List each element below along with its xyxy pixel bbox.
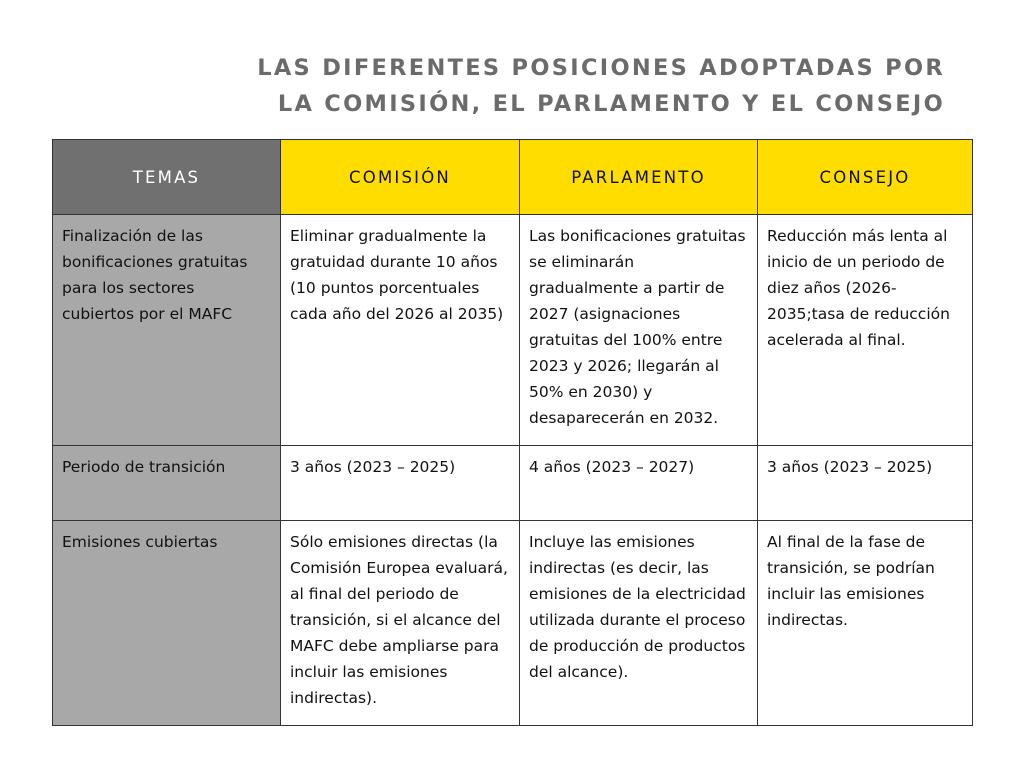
cell-parlamento: Incluye las emisiones indirectas (es decir, las emisiones de la electricidad utilizada durante el proceso de producción de productos del alcance). [520,521,758,726]
header-comision: COMISIÓN [281,140,520,215]
cell-tema: Finalización de las bonificaciones gratuitas para los sectores cubiertos por el MAFC [53,215,281,446]
cell-parlamento: Las bonificaciones gratuitas se eliminarán gradualmente a partir de 2027 (asignaciones gratuitas del 100% entre 2023 y 2026; llegarán al 50% en 2030) y desaparecerán en 2032. [520,215,758,446]
cell-comision: Sólo emisiones directas (la Comisión Europea evaluará, al final del periodo de transición, si el alcance del MAFC debe ampliarse para incluir las emisiones indirectas). [281,521,520,726]
cell-tema: Emisiones cubiertas [53,521,281,726]
table-row [53,215,973,446]
page-title-line-2: LA COMISIÓN, EL PARLAMENTO Y EL CONSEJO [277,91,945,117]
cell-parlamento: 4 años (2023 – 2027) [520,446,758,521]
page-title-line-1: LAS DIFERENTES POSICIONES ADOPTADAS POR [257,55,945,81]
header-temas: TEMAS [53,140,281,215]
page-title [257,50,945,122]
header-parlamento: PARLAMENTO [520,140,758,215]
cell-consejo: 3 años (2023 – 2025) [758,446,973,521]
header-consejo: CONSEJO [758,140,973,215]
table-header-row [53,140,973,215]
cell-comision: 3 años (2023 – 2025) [281,446,520,521]
table-row [53,521,973,726]
positions-table [52,139,973,726]
table-row [53,446,973,521]
cell-comision: Eliminar gradualmente la gratuidad durante 10 años (10 puntos porcentuales cada año del 2026 al 2035) [281,215,520,446]
cell-tema: Periodo de transición [53,446,281,521]
cell-consejo: Reducción más lenta al inicio de un periodo de diez años (2026-2035;tasa de reducción acelerada al final. [758,215,973,446]
cell-consejo: Al final de la fase de transición, se podrían incluir las emisiones indirectas. [758,521,973,726]
